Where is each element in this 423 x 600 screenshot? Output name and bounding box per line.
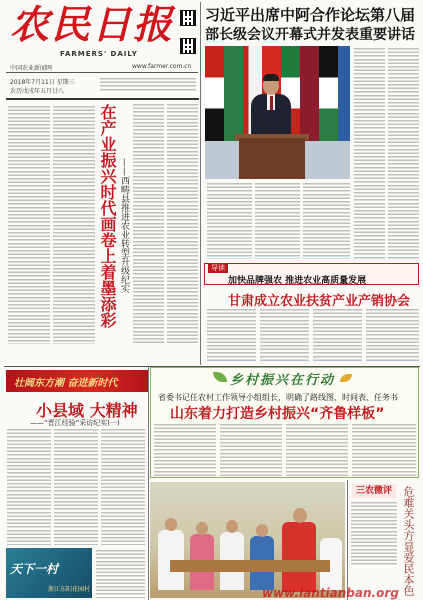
feature-body-column — [167, 104, 198, 344]
shandong-body-column — [220, 424, 282, 476]
feature-body-column — [53, 106, 95, 344]
watermark-url: www.lantianban.org — [262, 586, 399, 600]
commentary-body-column — [351, 502, 397, 566]
issue-lunar-date: 农历戊戌年五月廿八 — [10, 88, 65, 95]
feature-body-column — [8, 106, 50, 344]
shandong-column-title: 乡村振兴在行动 — [230, 373, 336, 388]
shandong-kicker: 省委书记任农村工作领导小组组长，明确了路线图、时间表、任务书 — [158, 393, 398, 402]
speaker-tie — [270, 96, 273, 110]
lead-body-column — [303, 183, 350, 259]
commentary-headline: 危难关头方显爱民本色 — [402, 486, 415, 596]
podium — [239, 138, 305, 179]
series-body-column — [7, 429, 51, 545]
series-body-column — [96, 550, 145, 598]
adult-figure — [282, 522, 316, 592]
series-banner-text: 壮阔东方潮 奋进新时代 — [14, 378, 118, 389]
gansu-body-column — [207, 309, 256, 363]
masthead-site-url: www.farmer.com.cn — [132, 63, 192, 70]
column-divider — [200, 2, 201, 365]
gansu-body-column — [313, 309, 362, 363]
lead-headline-line2: 部长级会议开幕式并发表重要讲话 — [205, 27, 415, 43]
qr-code-icon — [180, 38, 196, 54]
speaker-hair — [263, 74, 279, 81]
series-headline: 小县域 大精神 — [36, 401, 138, 420]
series-body-column — [54, 429, 98, 545]
flag — [319, 46, 338, 141]
column-divider — [148, 367, 149, 600]
feature-headline: 在产业振兴时代画卷上着墨添彩 — [98, 104, 117, 328]
series-subtitle: ——“晋江经验”采访纪实(一) — [30, 419, 120, 427]
ad-subtitle: 浙江东阳花园村 — [48, 586, 91, 593]
flag — [224, 46, 243, 141]
column-divider — [347, 480, 348, 600]
shandong-body-column — [286, 424, 348, 476]
child-head — [165, 518, 177, 531]
child-head — [196, 522, 208, 535]
child-head — [256, 524, 268, 537]
lead-body-column — [354, 48, 385, 260]
issue-date: 2018年7月11日 星期三 — [10, 79, 75, 86]
adult-head — [293, 508, 307, 523]
gansu-body-column — [260, 309, 309, 363]
masthead-title: 农民日报 — [10, 2, 175, 48]
series-body-column — [101, 429, 145, 545]
guide-label: 导读 — [208, 264, 228, 273]
lead-body-column — [388, 48, 419, 260]
masthead-bottom-rule — [6, 98, 199, 100]
gansu-body-column — [366, 309, 419, 363]
children-photo — [150, 482, 345, 598]
masthead-divider — [6, 72, 198, 73]
commentary-label: 三农微评 — [352, 484, 396, 498]
shandong-body-column — [154, 424, 216, 476]
issue-info-text — [100, 78, 196, 92]
feature-subtitle: ——西畴县推进农业转型升级纪实 — [119, 158, 129, 293]
qr-code-icon — [180, 10, 196, 26]
flag — [205, 46, 224, 141]
lead-body-column — [207, 183, 252, 259]
gansu-headline: 甘肃成立农业扶贫产业产销协会 — [228, 294, 411, 309]
masthead-english-title: FARMERS' DAILY — [60, 50, 138, 58]
lead-photo — [205, 46, 350, 179]
child-head — [226, 520, 238, 533]
shandong-body-column — [352, 424, 416, 476]
masthead-site-name: 中国农业新闻网 — [10, 65, 53, 72]
ad-title: 天下一村 — [10, 562, 59, 576]
flag — [338, 46, 350, 141]
guide-text: 加快品牌强农 推进农业高质量发展 — [228, 276, 367, 286]
lead-body-column — [255, 183, 300, 259]
flag — [300, 46, 319, 141]
shandong-headline: 山东着力打造乡村振兴“齐鲁样板” — [170, 406, 385, 422]
feature-body-column — [133, 104, 164, 344]
lead-headline-line1: 习近平出席中阿合作论坛第八届 — [205, 6, 416, 24]
table — [170, 560, 330, 572]
